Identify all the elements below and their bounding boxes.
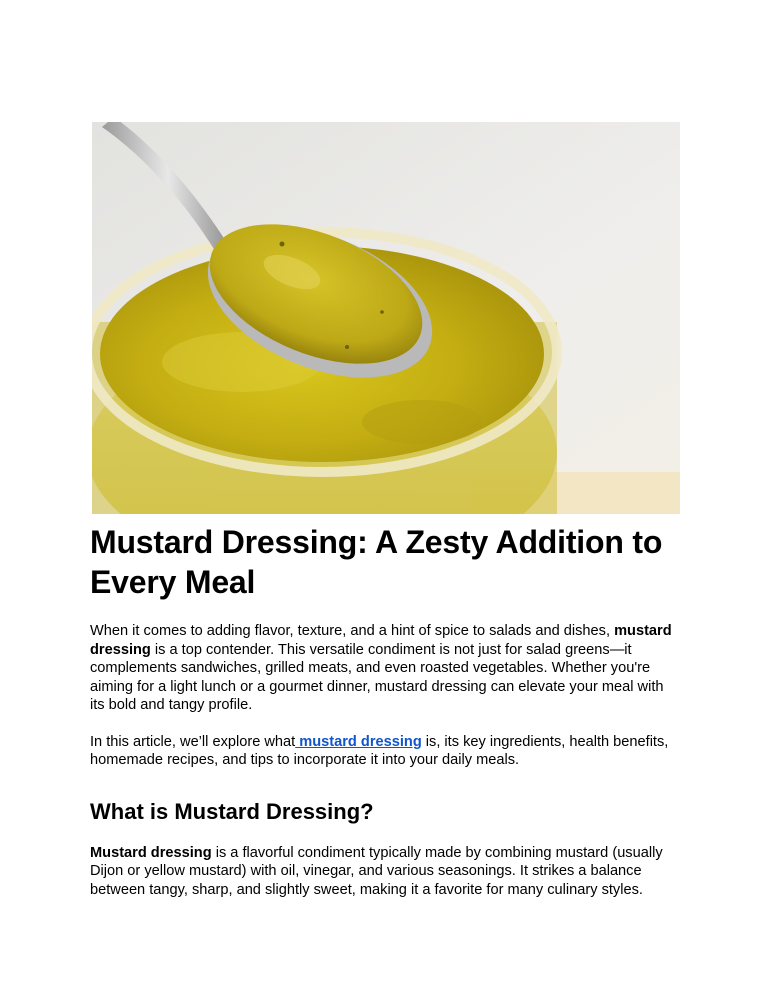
hero-image-mustard-jar-spoon xyxy=(92,122,680,514)
intro-paragraph xyxy=(90,622,680,715)
overview-paragraph xyxy=(90,733,680,770)
section-text: is a flavorful condiment typically made by combining mustard (usually Dijon or yellow mustard) with oil, vinegar, and various seasonings. It strikes a balance between tangy, sharp, and slightly sweet, making it a favorite for many culinary styles. xyxy=(90,844,663,898)
overview-text-start: In this article, we’ll explore what xyxy=(90,733,296,750)
article-title: Mustard Dressing: A Zesty Addition to Every Meal xyxy=(90,524,663,600)
intro-bold-term: mustard dressing xyxy=(90,623,672,658)
overview-text-end: is, its key ingredients, health benefits, homemade recipes, and tips to incorporate it into your daily meals. xyxy=(90,733,669,768)
section-paragraph xyxy=(90,844,680,900)
section-heading-what-is: What is Mustard Dressing? xyxy=(90,798,374,824)
section-bold-term: Mustard dressing xyxy=(90,844,212,861)
article-body xyxy=(90,522,680,899)
mustard-dressing-link[interactable]: mustard dressing xyxy=(295,733,422,750)
intro-text-end: is a top contender. This versatile condiment is not just for salad greens—it complements sandwiches, grilled meats, and even roasted vegetables. Whether you're aiming for a light lunch or a gourmet dinner, mustard dressing can elevate your meal with its bold and tangy profile. xyxy=(90,641,664,713)
intro-text-start: When it comes to adding flavor, texture, and a hint of spice to salads and dishes, xyxy=(90,623,615,639)
